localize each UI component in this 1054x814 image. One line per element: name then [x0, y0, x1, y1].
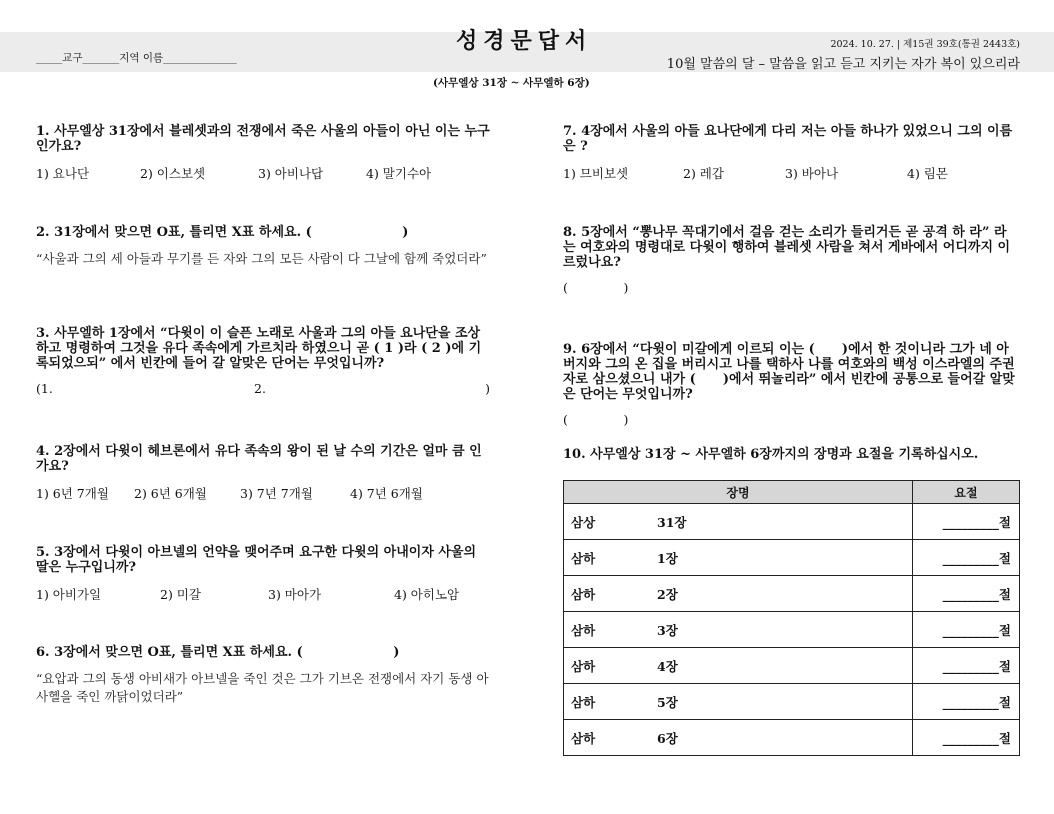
chapter-number: 1장 — [657, 550, 678, 566]
verse-blank[interactable]: _________절 — [913, 720, 1020, 756]
book-name: 삼하 — [571, 586, 596, 602]
chapter-number: 3장 — [657, 622, 678, 638]
option-4[interactable]: 4) 아히노암 — [394, 587, 460, 602]
option-3[interactable]: 3) 마아가 — [268, 587, 322, 602]
answer-blank[interactable]: ( ) — [563, 412, 629, 427]
option-1[interactable]: 1) 요나단 — [36, 166, 90, 181]
question-6 — [36, 645, 492, 706]
chapter-number: 2장 — [657, 586, 678, 602]
question-text: 7. 4장에서 사울의 아들 요나단에게 다리 저는 아들 하나가 있었으니 그의 이름은 ? — [563, 124, 1013, 154]
question-quote: “사울과 그의 세 아들과 무기를 든 자와 그의 모든 사람이 다 그날에 함께 죽었더라” — [36, 251, 487, 266]
scripture-range: (사무엘상 31장 ~ 사무엘하 6장) — [433, 77, 590, 89]
page-title: 성경문답서 — [456, 28, 593, 54]
option-2[interactable]: 2) 이스보셋 — [140, 166, 206, 181]
verse-blank[interactable]: _________절 — [913, 540, 1020, 576]
verse-blank[interactable]: _________절 — [913, 612, 1020, 648]
col-header-verse: 요절 — [913, 481, 1020, 504]
answer-close: ) — [485, 381, 490, 396]
chapter-cell — [564, 648, 913, 684]
answer-2-label: 2. — [254, 381, 266, 396]
option-3[interactable]: 3) 7년 7개월 — [240, 486, 313, 501]
verse-blank[interactable]: _________절 — [913, 504, 1020, 540]
question-1 — [36, 124, 492, 182]
question-quote: “요압과 그의 동생 아비새가 아브넬을 죽인 것은 그가 기브온 전쟁에서 자기 동생 아사헬을 죽인 까닭이었더라” — [36, 671, 489, 704]
options — [36, 484, 492, 502]
book-name: 삼하 — [571, 550, 596, 566]
table-row — [564, 648, 1020, 684]
option-4[interactable]: 4) 림몬 — [907, 166, 948, 181]
book-name: 삼하 — [571, 658, 596, 674]
table-row — [564, 684, 1020, 720]
question-text: 2. 31장에서 맞으면 O표, 틀리면 X표 하세요. ( ) — [36, 225, 409, 240]
chapter-cell — [564, 684, 913, 720]
question-8 — [563, 225, 1019, 295]
options — [36, 164, 492, 182]
table-row — [564, 612, 1020, 648]
question-3 — [36, 326, 492, 397]
book-name: 삼하 — [571, 694, 596, 710]
verse-blank[interactable]: _________절 — [913, 684, 1020, 720]
name-line: _____교구_______지역 이름______________ — [36, 52, 237, 64]
chapter-number: 31장 — [657, 514, 687, 530]
table-row — [564, 720, 1020, 756]
verse-blank[interactable]: _________절 — [913, 576, 1020, 612]
question-text: 9. 6장에서 “다윗이 미갈에게 이르되 이는 ( )에서 한 것이니라 그가 네 아버지와 그의 온 집을 버리시고 나를 택하사 나를 여호와의 백성 이스라엘의 주권자로 삼으셨으니 내가 ( )에서 뛰놀리라” 에서 빈칸에 공통으로 들어갈 알맞은 단어는 무엇입니까? — [563, 342, 1015, 402]
option-1[interactable]: 1) 6년 7개월 — [36, 486, 109, 501]
option-3[interactable]: 3) 아비나답 — [258, 166, 324, 181]
chapter-number: 4장 — [657, 658, 678, 674]
question-10 — [563, 447, 1019, 462]
question-text: 1. 사무엘상 31장에서 블레셋과의 전쟁에서 죽은 사울의 아들이 아닌 이는 누구인가요? — [36, 124, 490, 154]
question-2 — [36, 225, 492, 268]
option-2[interactable]: 2) 미갈 — [160, 587, 201, 602]
chapter-table — [563, 480, 1020, 756]
option-3[interactable]: 3) 바아나 — [785, 166, 839, 181]
option-1[interactable]: 1) 아비가일 — [36, 587, 102, 602]
question-text: 3. 사무엘하 1장에서 “다윗이 이 슬픈 노래로 사울과 그의 아들 요나단을 조상하고 명령하여 그것을 유다 족속에게 가르치라 하였으니 곧 ( 1 )라 ( 2 )에 기록되었으되” 에서 빈칸에 들어 갈 알맞은 단어는 무엇입니까? — [36, 326, 482, 371]
book-name: 삼상 — [571, 514, 596, 530]
question-text: 8. 5장에서 “뽕나무 꼭대기에서 걸음 걷는 소리가 들리거든 곧 공격 하 라” 라는 여호와의 명령대로 다윗이 행하여 블레셋 사람을 쳐서 게바에서 어디까지 이르렀나요? — [563, 225, 1011, 270]
question-text: 5. 3장에서 다윗이 아브넬의 언약을 맺어주며 요구한 다윗의 아내이자 사울의 딸은 누구입니까? — [36, 545, 477, 575]
table-row — [564, 576, 1020, 612]
option-4[interactable]: 4) 말기수아 — [366, 166, 432, 181]
question-text: 6. 3장에서 맞으면 O표, 틀리면 X표 하세요. ( ) — [36, 645, 400, 660]
answer-1-label: (1. — [36, 381, 53, 396]
book-name: 삼하 — [571, 622, 596, 638]
table-row — [564, 540, 1020, 576]
table-row — [564, 504, 1020, 540]
question-7 — [563, 124, 1019, 182]
question-text: 4. 2장에서 다윗이 헤브론에서 유다 족속의 왕이 된 날 수의 기간은 얼마 큼 인가요? — [36, 444, 482, 474]
question-text: 10. 사무엘상 31장 ~ 사무엘하 6장까지의 장명과 요절을 기록하십시오. — [563, 447, 979, 462]
options — [36, 585, 492, 603]
question-4 — [36, 444, 492, 502]
question-9 — [563, 342, 1019, 427]
col-header-chapter: 장명 — [564, 481, 913, 504]
chapter-cell — [564, 504, 913, 540]
book-name: 삼하 — [571, 730, 596, 746]
monthly-theme: 10월 말씀의 달 – 말씀을 읽고 듣고 지키는 자가 복이 있으리라 — [666, 57, 1020, 72]
option-1[interactable]: 1) 므비보셋 — [563, 166, 629, 181]
chapter-cell — [564, 612, 913, 648]
option-2[interactable]: 2) 6년 6개월 — [134, 486, 207, 501]
chapter-cell — [564, 540, 913, 576]
table-header-row — [564, 481, 1020, 504]
verse-blank[interactable]: _________절 — [913, 648, 1020, 684]
chapter-number: 5장 — [657, 694, 678, 710]
options — [563, 164, 1019, 182]
chapter-cell — [564, 576, 913, 612]
option-2[interactable]: 2) 레갑 — [683, 166, 724, 181]
chapter-number: 6장 — [657, 730, 678, 746]
answer-blank[interactable]: ( ) — [563, 280, 629, 295]
chapter-cell — [564, 720, 913, 756]
issue-info: 2024. 10. 27. | 제15권 39호(통권 2443호) — [830, 39, 1020, 50]
answer-line[interactable] — [36, 381, 492, 397]
option-4[interactable]: 4) 7년 6개월 — [350, 486, 423, 501]
question-5 — [36, 545, 492, 603]
